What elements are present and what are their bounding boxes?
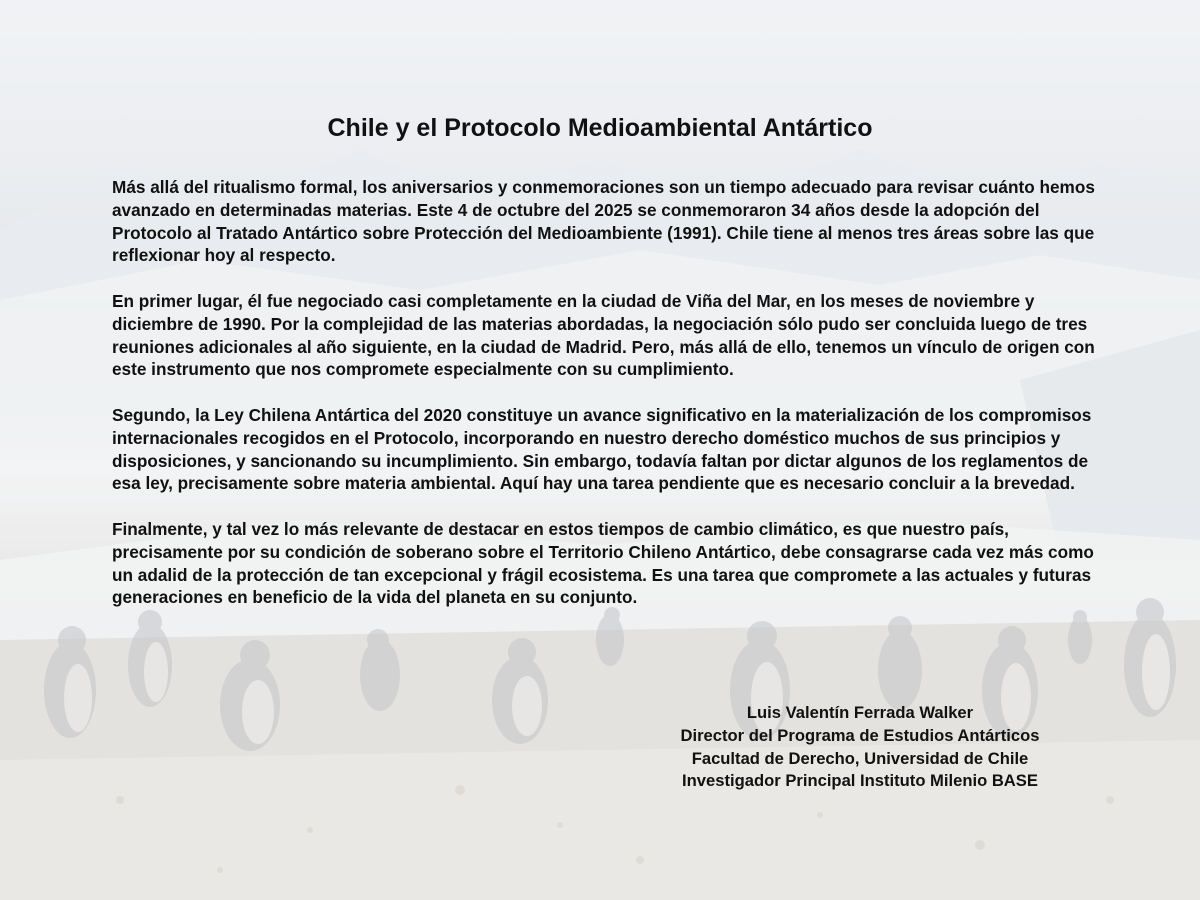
paragraph-intro: Más allá del ritualismo formal, los aniversarios y conmemoraciones son un tiempo adecuado para revisar cuánto hemos avanzado en determinadas materias. Este 4 de octubre del 2025 se conmemoraron 34 años desde la adopción del Protocolo al Tratado Antártico sobre Protección del Medioambiente (1991). Chile tiene al menos tres áreas sobre las que reflexionar hoy al respecto. (112, 177, 1095, 266)
author-signature-block (600, 702, 1120, 793)
author-affiliation: Investigador Principal Instituto Milenio BASE (682, 771, 1038, 791)
paragraph-second-point: Segundo, la Ley Chilena Antártica del 2020 constituye un avance significativo en la materialización de los compromisos internacionales recogidos en el Protocolo, incorporando en nuestro derecho doméstico muchos de sus principios y disposiciones, y sancionando su incumplimiento. Sin embargo, todavía faltan por dictar algunos de los reglamentos de esa ley, precisamente sobre materia ambiental. Aquí hay una tarea pendiente que es necesario concluir a la brevedad. (112, 404, 1092, 494)
author-faculty: Facultad de Derecho, Universidad de Chile (691, 748, 1029, 768)
paragraph-first-point: En primer lugar, él fue negociado casi completamente en la ciudad de Viña del Mar, en los meses de noviembre y diciembre de 1990. Por la complejidad de las materias abordadas, la negociación sólo pudo ser concluida luego de tres reuniones adicionales al año siguiente, en la ciudad de Madrid. Pero, más allá de ello, tenemos un vínculo de origen con este instrumento que nos compromete especialmente con su cumplimiento. (112, 290, 1095, 380)
author-name: Luis Valentín Ferrada Walker (746, 703, 974, 722)
page-title: Chile y el Protocolo Medioambiental Antártico (327, 114, 873, 142)
paragraph-final-point: Finalmente, y tal vez lo más relevante de destacar en estos tiempos de cambio climático, es que nuestro país, precisamente por su condición de soberano sobre el Territorio Chileno Antártico, debe consagrarse cada vez más como un adalid de la protección de tan excepcional y frágil ecosistema. Es una tarea que compromete a las actuales y futuras generaciones en beneficio de la vida del planeta en su conjunto. (112, 518, 1094, 608)
article-body (112, 176, 1102, 632)
author-role: Director del Programa de Estudios Antárticos (680, 725, 1040, 745)
